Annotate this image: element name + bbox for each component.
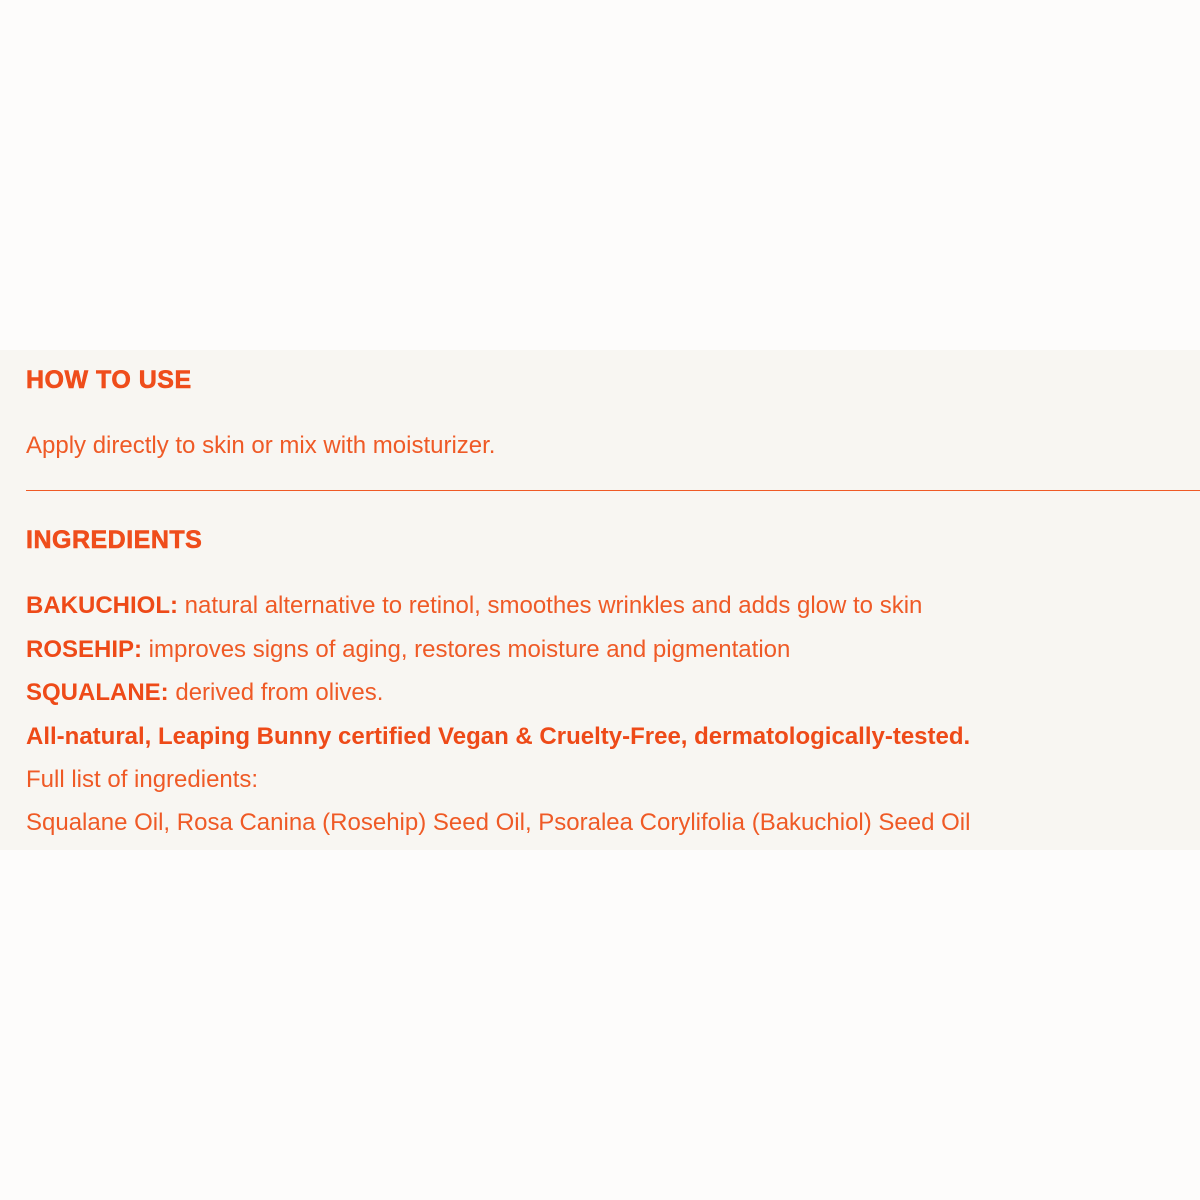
ingredient-description: improves signs of aging, restores moisture and pigmentation — [142, 636, 791, 663]
product-claims: All-natural, Leaping Bunny certified Vegan & Cruelty-Free, dermatologically-tested. — [26, 723, 971, 750]
ingredient-name: ROSEHIP: — [26, 636, 143, 663]
ingredient-item-bakuchiol — [26, 591, 922, 621]
ingredient-item-squalane — [26, 678, 383, 708]
full-ingredients-label: Full list of ingredients: — [26, 766, 259, 793]
ingredients-heading: INGREDIENTS — [26, 526, 203, 554]
how-to-use-text: Apply directly to skin or mix with moisturizer. — [26, 432, 496, 459]
ingredient-name: BAKUCHIOL: — [26, 592, 178, 619]
ingredient-item-rosehip — [26, 635, 790, 665]
ingredient-description: derived from olives. — [168, 679, 384, 706]
ingredient-name: SQUALANE: — [26, 679, 169, 706]
how-to-use-heading: HOW TO USE — [26, 366, 192, 394]
full-ingredients-list: Squalane Oil, Rosa Canina (Rosehip) Seed Oil, Psoralea Corylifolia (Bakuchiol) Seed Oil — [26, 809, 971, 836]
ingredient-description: natural alternative to retinol, smoothes wrinkles and adds glow to skin — [177, 592, 923, 619]
section-divider — [26, 490, 1200, 491]
product-info-panel — [0, 350, 1200, 850]
